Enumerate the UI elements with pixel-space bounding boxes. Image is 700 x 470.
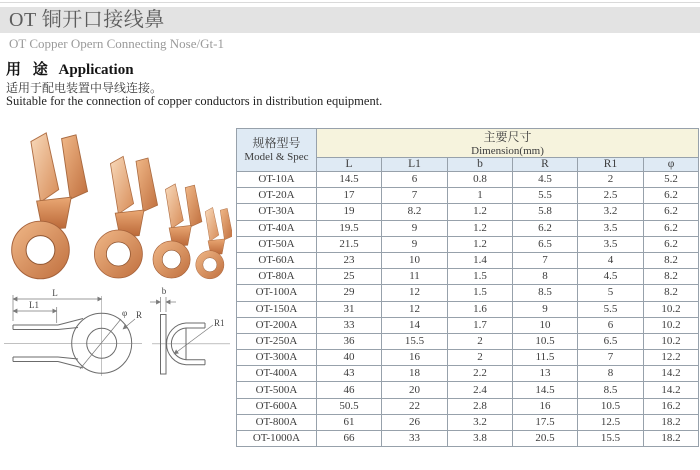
application-heading bbox=[6, 58, 134, 79]
value-cell: 5 bbox=[578, 285, 644, 301]
value-cell: 5.2 bbox=[644, 172, 699, 188]
value-cell: 14.2 bbox=[644, 382, 699, 398]
value-cell: 2 bbox=[448, 350, 513, 366]
value-cell: 2.4 bbox=[448, 382, 513, 398]
model-cell: OT-50A bbox=[237, 236, 317, 252]
value-cell: 8 bbox=[578, 366, 644, 382]
value-cell: 8.5 bbox=[578, 382, 644, 398]
value-cell: 14.5 bbox=[317, 172, 382, 188]
dim-label-L: L bbox=[52, 288, 58, 298]
value-cell: 33 bbox=[382, 431, 448, 447]
value-cell: 66 bbox=[317, 431, 382, 447]
value-cell: 1.7 bbox=[448, 317, 513, 333]
value-cell: 1.6 bbox=[448, 301, 513, 317]
value-cell: 10.2 bbox=[644, 317, 699, 333]
value-cell: 18 bbox=[382, 366, 448, 382]
value-cell: 6.5 bbox=[578, 333, 644, 349]
value-cell: 2.8 bbox=[448, 398, 513, 414]
value-cell: 17.5 bbox=[513, 414, 578, 430]
value-cell: 1.2 bbox=[448, 236, 513, 252]
value-cell: 31 bbox=[317, 301, 382, 317]
model-cell: OT-150A bbox=[237, 301, 317, 317]
application-desc-cn: 适用于配电装置中导线连接。 bbox=[6, 81, 163, 95]
value-cell: 12.2 bbox=[644, 350, 699, 366]
table-row bbox=[237, 285, 699, 301]
model-cell: OT-20A bbox=[237, 188, 317, 204]
model-cell: OT-80A bbox=[237, 269, 317, 285]
value-cell: 10.2 bbox=[644, 301, 699, 317]
drawing-side-view bbox=[4, 288, 142, 376]
value-cell: 3.5 bbox=[578, 236, 644, 252]
value-cell: 12 bbox=[382, 301, 448, 317]
value-cell: 2.5 bbox=[578, 188, 644, 204]
value-cell: 22 bbox=[382, 398, 448, 414]
model-spec-header-en: Model & Spec bbox=[244, 151, 309, 163]
value-cell: 12.5 bbox=[578, 414, 644, 430]
value-cell: 6.2 bbox=[644, 220, 699, 236]
model-cell: OT-300A bbox=[237, 350, 317, 366]
value-cell: 9 bbox=[382, 236, 448, 252]
model-cell: OT-30A bbox=[237, 204, 317, 220]
value-cell: 6.5 bbox=[513, 236, 578, 252]
value-cell: 5.8 bbox=[513, 204, 578, 220]
value-cell: 21.5 bbox=[317, 236, 382, 252]
value-cell: 3.2 bbox=[448, 414, 513, 430]
col-header-l: L bbox=[317, 158, 382, 172]
table-row bbox=[237, 220, 699, 236]
value-cell: 46 bbox=[317, 382, 382, 398]
terminal-2 bbox=[94, 156, 157, 278]
value-cell: 16 bbox=[382, 350, 448, 366]
col-header-r: R bbox=[513, 158, 578, 172]
value-cell: 10 bbox=[382, 252, 448, 268]
value-cell: 18.2 bbox=[644, 414, 699, 430]
value-cell: 2 bbox=[578, 172, 644, 188]
table-row bbox=[237, 398, 699, 414]
model-cell: OT-400A bbox=[237, 366, 317, 382]
value-cell: 6 bbox=[382, 172, 448, 188]
value-cell: 40 bbox=[317, 350, 382, 366]
value-cell: 7 bbox=[513, 252, 578, 268]
value-cell: 3.5 bbox=[578, 220, 644, 236]
terminal-3 bbox=[153, 184, 202, 278]
value-cell: 61 bbox=[317, 414, 382, 430]
model-cell: OT-600A bbox=[237, 398, 317, 414]
model-cell: OT-800A bbox=[237, 414, 317, 430]
dim-label-phi: φ bbox=[122, 308, 128, 318]
value-cell: 9 bbox=[513, 301, 578, 317]
value-cell: 14.5 bbox=[513, 382, 578, 398]
value-cell: 9 bbox=[382, 220, 448, 236]
value-cell: 15.5 bbox=[578, 431, 644, 447]
value-cell: 2 bbox=[448, 333, 513, 349]
value-cell: 7 bbox=[382, 188, 448, 204]
table-row bbox=[237, 172, 699, 188]
col-header-b: b bbox=[448, 158, 513, 172]
model-spec-header bbox=[237, 129, 317, 172]
model-cell: OT-10A bbox=[237, 172, 317, 188]
table-row bbox=[237, 431, 699, 447]
value-cell: 12 bbox=[382, 285, 448, 301]
table-row bbox=[237, 188, 699, 204]
value-cell: 14 bbox=[382, 317, 448, 333]
page-subtitle: OT Copper Opern Connecting Nose/Gt-1 bbox=[9, 36, 224, 51]
table-row bbox=[237, 269, 699, 285]
value-cell: 4.5 bbox=[578, 269, 644, 285]
table-row bbox=[237, 366, 699, 382]
value-cell: 14.2 bbox=[644, 366, 699, 382]
value-cell: 25 bbox=[317, 269, 382, 285]
dim-label-L1: L1 bbox=[29, 300, 39, 310]
value-cell: 6.2 bbox=[644, 236, 699, 252]
value-cell: 13 bbox=[513, 366, 578, 382]
value-cell: 10 bbox=[513, 317, 578, 333]
table-row bbox=[237, 204, 699, 220]
value-cell: 8.2 bbox=[644, 252, 699, 268]
value-cell: 11 bbox=[382, 269, 448, 285]
value-cell: 26 bbox=[382, 414, 448, 430]
value-cell: 4 bbox=[578, 252, 644, 268]
table-row bbox=[237, 382, 699, 398]
model-cell: OT-200A bbox=[237, 317, 317, 333]
value-cell: 2.2 bbox=[448, 366, 513, 382]
dimension-header bbox=[317, 129, 699, 158]
model-cell: OT-40A bbox=[237, 220, 317, 236]
spec-table bbox=[236, 128, 699, 447]
value-cell: 3.8 bbox=[448, 431, 513, 447]
value-cell: 29 bbox=[317, 285, 382, 301]
value-cell: 8.2 bbox=[644, 285, 699, 301]
value-cell: 1.4 bbox=[448, 252, 513, 268]
table-row bbox=[237, 301, 699, 317]
application-desc-en: Suitable for the connection of copper conductors in distribution equipment. bbox=[6, 94, 383, 108]
value-cell: 19 bbox=[317, 204, 382, 220]
value-cell: 10.5 bbox=[578, 398, 644, 414]
spec-table-body bbox=[237, 172, 699, 447]
model-cell: OT-100A bbox=[237, 285, 317, 301]
col-header-l1: L1 bbox=[382, 158, 448, 172]
dim-label-b: b bbox=[161, 286, 167, 296]
value-cell: 8.2 bbox=[382, 204, 448, 220]
dimension-drawing bbox=[0, 283, 235, 380]
dimension-header-en: Dimension(mm) bbox=[471, 144, 544, 157]
value-cell: 6.2 bbox=[644, 188, 699, 204]
model-cell: OT-500A bbox=[237, 382, 317, 398]
value-cell: 17 bbox=[317, 188, 382, 204]
value-cell: 1.5 bbox=[448, 269, 513, 285]
model-cell: OT-1000A bbox=[237, 431, 317, 447]
dimension-header-cn: 主要尺寸 bbox=[483, 129, 532, 144]
value-cell: 20.5 bbox=[513, 431, 578, 447]
value-cell: 1.2 bbox=[448, 204, 513, 220]
value-cell: 6.2 bbox=[644, 204, 699, 220]
value-cell: 11.5 bbox=[513, 350, 578, 366]
value-cell: 50.5 bbox=[317, 398, 382, 414]
model-cell: OT-60A bbox=[237, 252, 317, 268]
top-rule bbox=[0, 2, 700, 3]
value-cell: 6 bbox=[578, 317, 644, 333]
table-row bbox=[237, 333, 699, 349]
value-cell: 8.2 bbox=[644, 269, 699, 285]
application-heading-cn: 用 途 bbox=[6, 62, 52, 78]
col-header-r1: R1 bbox=[578, 158, 644, 172]
table-row bbox=[237, 252, 699, 268]
value-cell: 8 bbox=[513, 269, 578, 285]
value-cell: 5.5 bbox=[513, 188, 578, 204]
table-row bbox=[237, 414, 699, 430]
dim-label-R: R bbox=[136, 310, 143, 320]
dim-label-R1: R1 bbox=[214, 318, 225, 328]
value-cell: 15.5 bbox=[382, 333, 448, 349]
value-cell: 43 bbox=[317, 366, 382, 382]
model-cell: OT-250A bbox=[237, 333, 317, 349]
col-header-phi: φ bbox=[644, 158, 699, 172]
value-cell: 7 bbox=[578, 350, 644, 366]
value-cell: 16.2 bbox=[644, 398, 699, 414]
value-cell: 1 bbox=[448, 188, 513, 204]
terminal-1 bbox=[12, 133, 88, 279]
table-row bbox=[237, 350, 699, 366]
value-cell: 18.2 bbox=[644, 431, 699, 447]
value-cell: 10.2 bbox=[644, 333, 699, 349]
value-cell: 20 bbox=[382, 382, 448, 398]
drawing-section-view bbox=[150, 286, 230, 374]
value-cell: 10.5 bbox=[513, 333, 578, 349]
value-cell: 36 bbox=[317, 333, 382, 349]
value-cell: 4.5 bbox=[513, 172, 578, 188]
value-cell: 5.5 bbox=[578, 301, 644, 317]
value-cell: 0.8 bbox=[448, 172, 513, 188]
table-row bbox=[237, 317, 699, 333]
table-row bbox=[237, 236, 699, 252]
value-cell: 33 bbox=[317, 317, 382, 333]
value-cell: 16 bbox=[513, 398, 578, 414]
value-cell: 19.5 bbox=[317, 220, 382, 236]
value-cell: 1.2 bbox=[448, 220, 513, 236]
value-cell: 1.5 bbox=[448, 285, 513, 301]
value-cell: 8.5 bbox=[513, 285, 578, 301]
product-photo bbox=[4, 126, 232, 284]
value-cell: 3.2 bbox=[578, 204, 644, 220]
value-cell: 6.2 bbox=[513, 220, 578, 236]
application-heading-en: Application bbox=[58, 62, 134, 78]
model-spec-header-cn: 规格型号 bbox=[252, 136, 301, 150]
page-title: OT 铜开口接线鼻 bbox=[0, 7, 700, 33]
value-cell: 23 bbox=[317, 252, 382, 268]
